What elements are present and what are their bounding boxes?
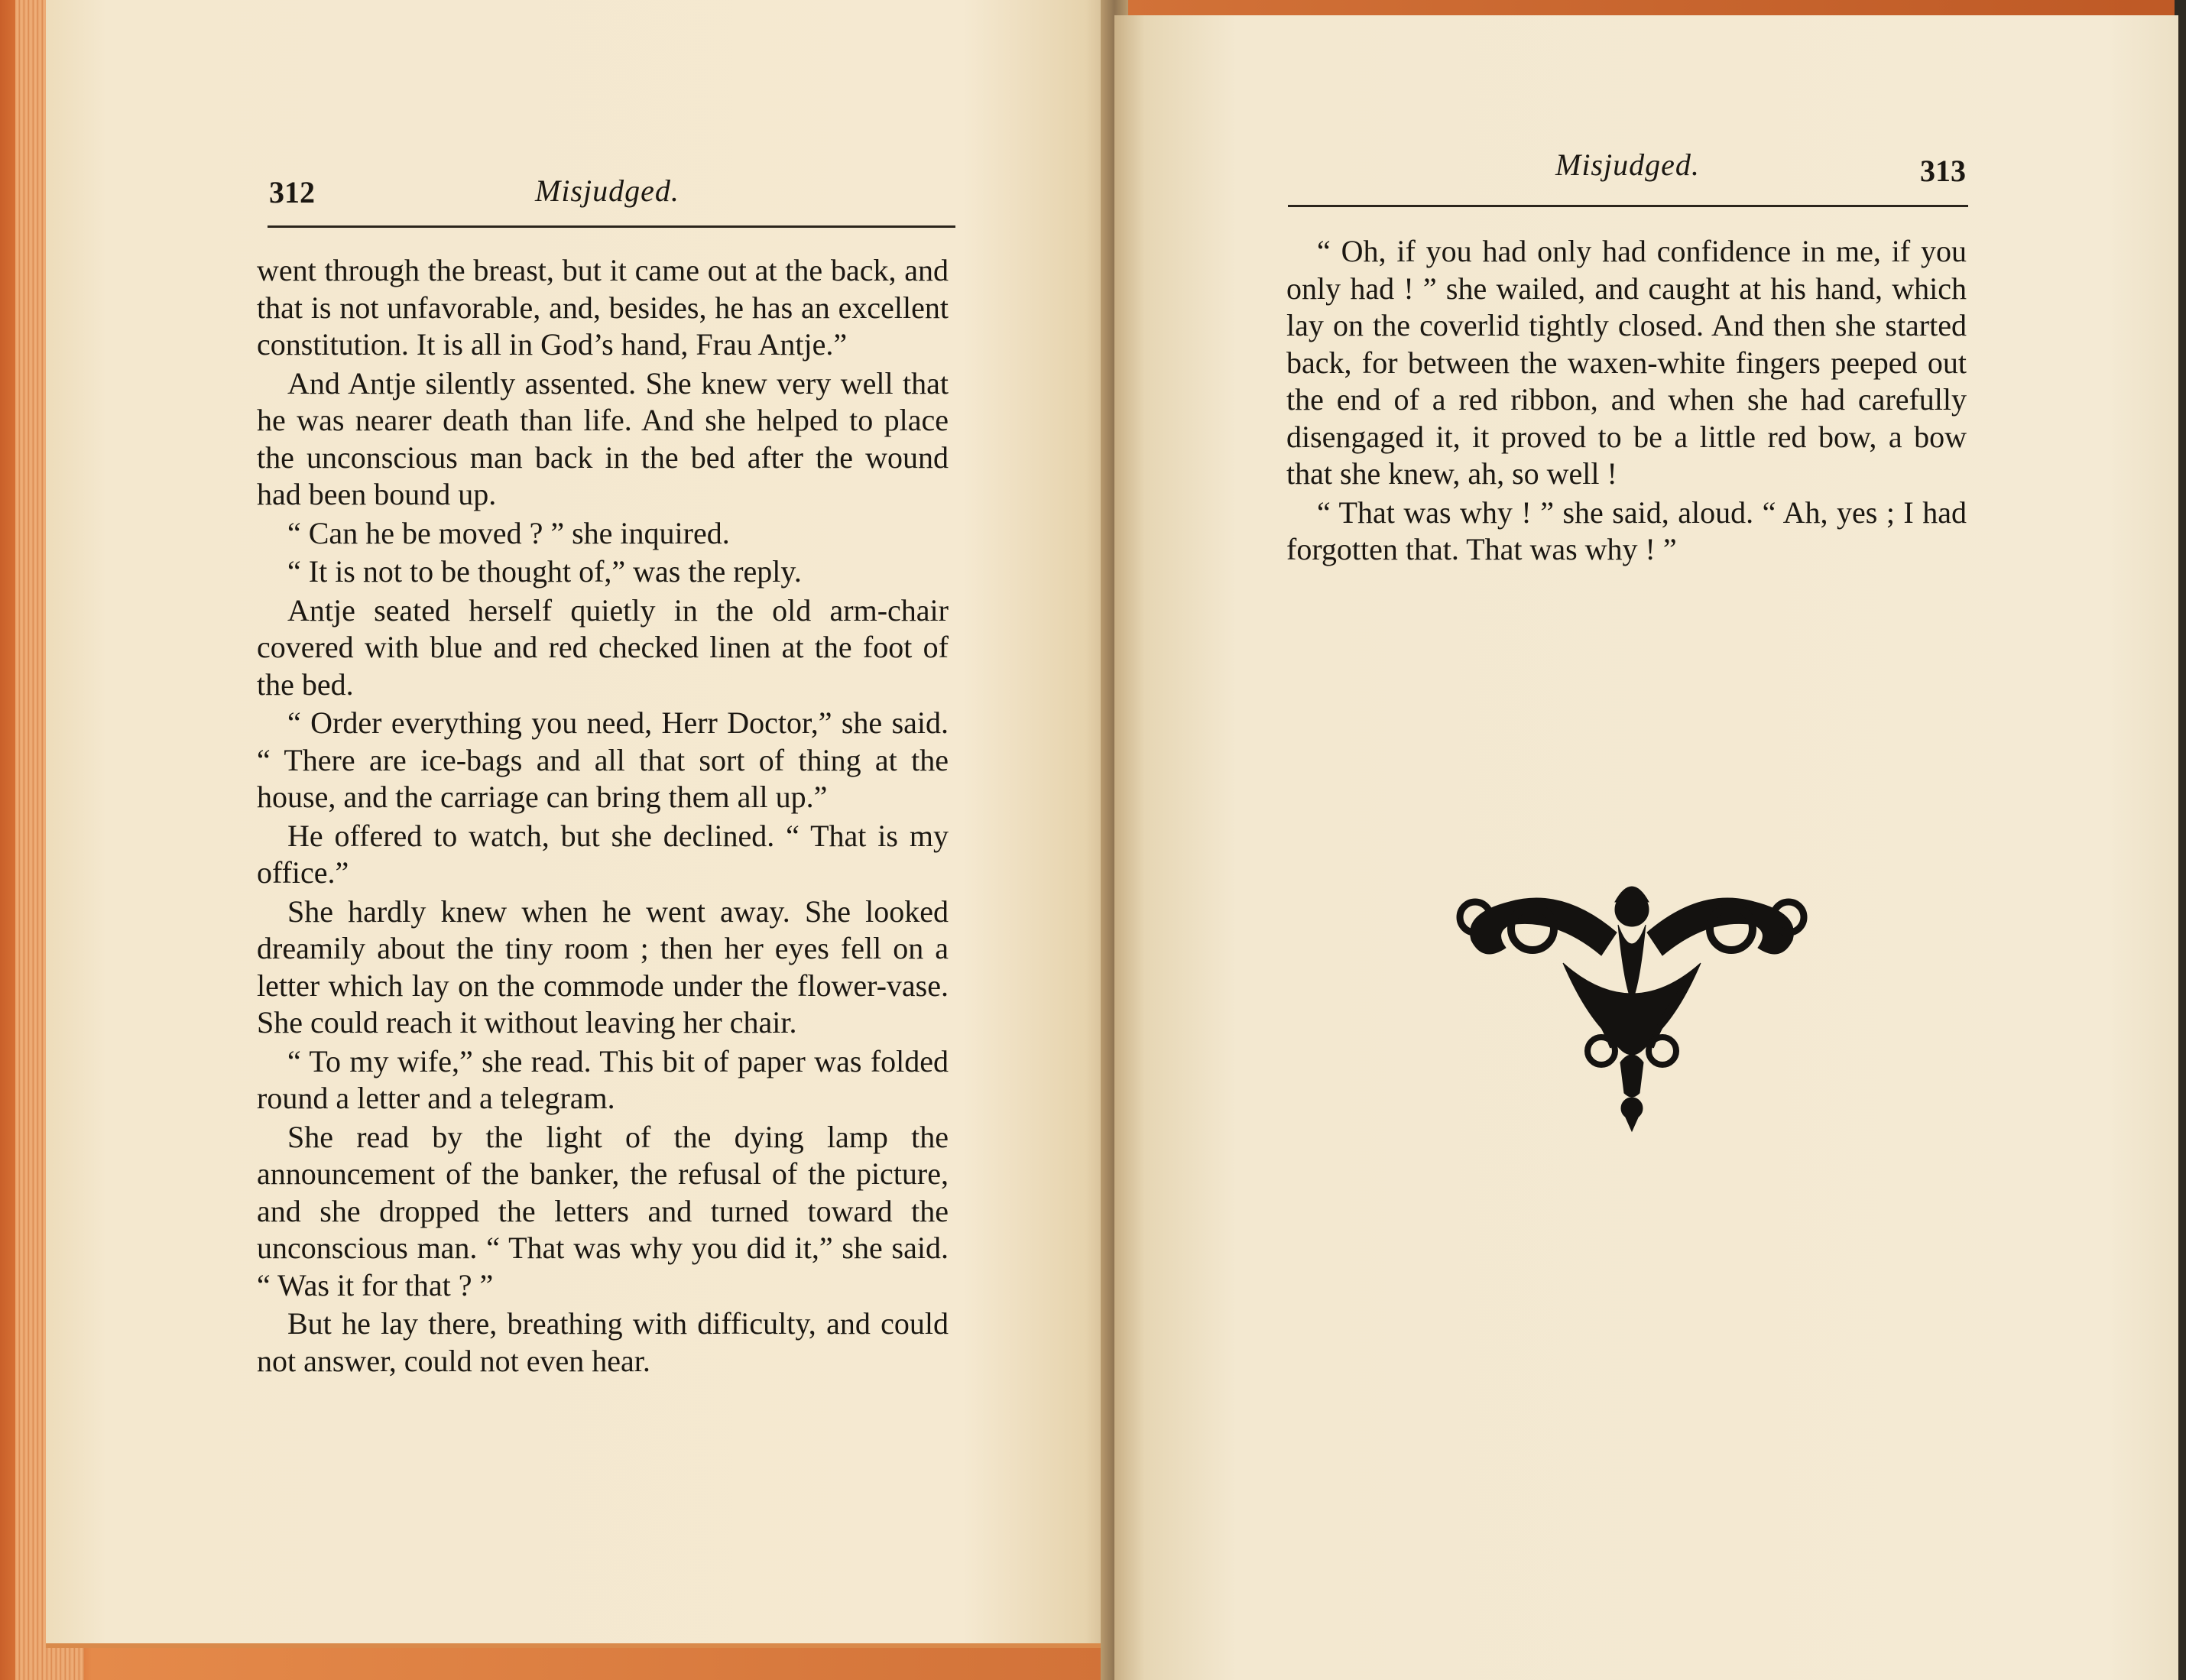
- paragraph: She read by the light of the dying lamp the announcement of the banker, the refusal of the picture, and she dropped the letters and turned toward the unconscious man. “ That was why you did it,” she said. “ Was it for that ? ”: [257, 1119, 949, 1302]
- ornamental-tailpiece-icon: [1448, 871, 1815, 1139]
- left-page-number: 312: [269, 175, 315, 209]
- paragraph: “ That was why ! ” she said, aloud. “ Ah, yes ; I had forgotten that. That was why ! ”: [1286, 495, 1967, 566]
- left-running-head: Misjudged.: [535, 174, 679, 208]
- left-header-rule: [268, 225, 955, 228]
- paragraph: went through the breast, but it came out at the back, and that is not unfavorable, and, besides, he has an excellent constitution. It is all in God’s hand, Frau Antje.”: [257, 253, 949, 362]
- left-body-text: [257, 252, 949, 1380]
- paragraph: He offered to watch, but she declined. “ That is my office.”: [257, 818, 949, 890]
- right-running-head: Misjudged.: [1555, 148, 1700, 182]
- right-page-number: 313: [1920, 154, 1966, 188]
- paragraph: “ Oh, if you had only had confidence in me, if you only had ! ” she wailed, and caught at his hand, which lay on the coverlid tightly closed. And then she started back, for between the waxen-white fingers peeped out the end of a red ribbon, and when she had carefully disengaged it, it proved to be a little red bow, a bow that she knew, ah, so well !: [1286, 234, 1967, 491]
- paragraph: Antje seated herself quietly in the old arm-chair covered with blue and red checked linen at the foot of the bed.: [257, 592, 949, 702]
- paragraph: And Antje silently assented. She knew very well that he was nearer death than life. And she helped to place the unconscious man back in the bed after the wound had been bound up.: [257, 365, 949, 511]
- paragraph: “ Order everything you need, Herr Doctor,” she said. “ There are ice-bags and all that sort of thing at the house, and the carriage can bring them all up.”: [257, 705, 949, 814]
- paragraph: But he lay there, breathing with difficulty, and could not answer, could not even hear.: [257, 1306, 949, 1378]
- paragraph: “ Can he be moved ? ” she inquired.: [287, 515, 730, 550]
- paragraph: “ To my wife,” she read. This bit of paper was folded round a letter and a telegram.: [257, 1043, 949, 1115]
- paragraph: “ It is not to be thought of,” was the reply.: [287, 554, 802, 589]
- paragraph: She hardly knew when he went away. She looked dreamily about the tiny room ; then her eyes fell on a letter which lay on the commode under the flower-vase. She could reach it without leaving her chair.: [257, 894, 949, 1039]
- right-header-rule: [1288, 205, 1968, 207]
- right-body-text: [1286, 233, 1967, 569]
